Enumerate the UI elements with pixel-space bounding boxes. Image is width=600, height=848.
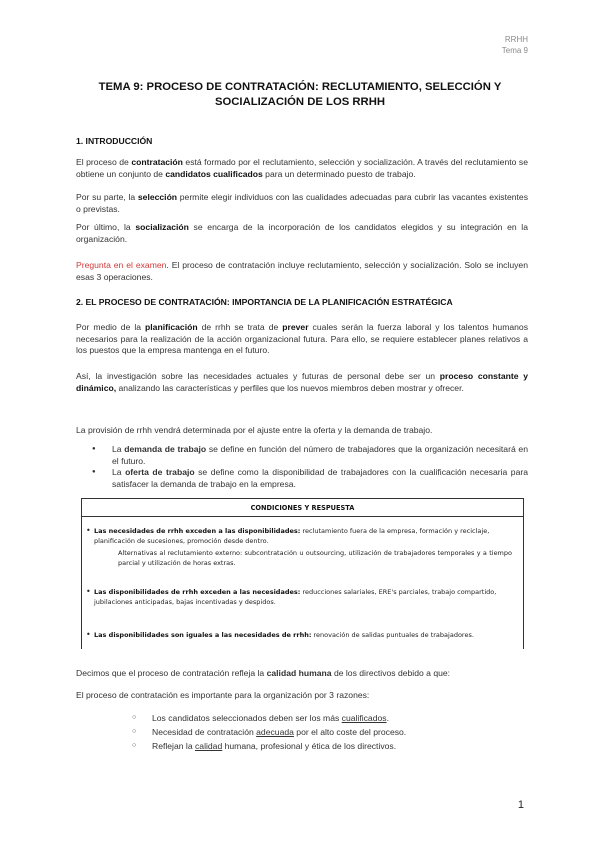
external-alternatives: Alternativas al reclutamiento externo: subcontratación u outsourcing, utilización de trabajadores temporales y a tiempo parcial y utilización de horas extras.: [118, 549, 512, 567]
process-paragraph-3: La provisión de rrhh vendrá determinada por el ajuste entre la oferta y la demanda de trabajo.: [76, 425, 433, 435]
page-number: 1: [517, 799, 524, 811]
condition-excess-needs: • Las necesidades de rrhh exceden a las disponibilidades: reclutamiento fuera de la empresa, formación y reciclaje, planificación de sucesiones, promoción desde dentro.: [86, 526, 490, 545]
title-line-1: TEMA 9: PROCESO DE CONTRATACIÓN: RECLUTAMIENTO, SELECCIÓN Y: [98, 81, 502, 93]
list-item: ● La oferta de trabajo se define como la disponibilidad de trabajadores con la cualificación necesaria para satisfacer la demanda de trabajo en la empresa.: [92, 467, 528, 490]
exam-note: Pregunta en el examen. El proceso de contratación incluye reclutamiento, selección y socialización. Solo se incluyen esas 3 operaciones.: [76, 260, 528, 282]
list-item: ○ Los candidatos seleccionados deben ser los más cualificados.: [132, 711, 512, 725]
intro-paragraph-2: Por su parte, la selección permite elegir individuos con las cualidades adecuadas para cubrir las vacantes existentes o previstas.: [76, 192, 528, 214]
title-line-2: SOCIALIZACIÓN DE LOS RRHH: [214, 96, 386, 108]
exam-label: Pregunta en el examen: [76, 260, 167, 270]
process-paragraph-1: Por medio de la planificación de rrhh se trata de prever cuales serán la fuerza laboral y los talentos humanos necesarios para la realización de la acción organizacional futura. Para ello, se requiere establecer planes relativos a los puestos que la empresa mantenga en el futuro.: [76, 322, 529, 356]
document-title: [60, 80, 540, 110]
header-subject: RRHH: [504, 35, 528, 44]
list-item: ○ Necesidad de contratación adecuada por el alto coste del proceso.: [132, 725, 512, 739]
section-heading-intro: 1. INTRODUCCIÓN: [76, 136, 153, 146]
bullet-icon: •: [86, 587, 91, 596]
conditions-table-image: [81, 498, 524, 649]
condition-excess-availability: • Las disponibilidades de rrhh exceden a las necesidades: reducciones salariales, ERE's parciales, trabajo compartido, jubilaciones anticipadas, bajas incentivadas y despidos.: [86, 587, 497, 606]
intro-paragraph-1: El proceso de contratación está formado por el reclutamiento, selección y socialización. A través del reclutamiento se obtiene un conjunto de candidatos cualificados para un determinado puesto de trabajo.: [76, 157, 528, 179]
quality-paragraph: Decimos que el proceso de contratación refleja la calidad humana de los directivos debido a que:: [76, 668, 451, 678]
section-heading-process: 2. EL PROCESO DE CONTRATACIÓN: IMPORTANCIA DE LA PLANIFICACIÓN ESTRATÉGICA: [76, 297, 453, 307]
condition-equal: • Las disponibilidades son iguales a las necesidades de rrhh: renovación de salidas puntuales de trabajadores.: [86, 630, 474, 639]
supply-demand-list: [92, 444, 528, 490]
page-header: [502, 34, 528, 56]
header-topic: Tema 9: [501, 46, 528, 55]
reasons-intro: El proceso de contratación es importante para la organización por 3 razones:: [76, 690, 370, 700]
process-paragraph-2: Así, la investigación sobre las necesidades actuales y futuras de personal debe ser un proceso constante y dinámico, analizando las características y perfiles que los nuevos miembros deben mostrar y ofrecer.: [76, 371, 528, 393]
intro-paragraph-3: Por último, la socialización se encarga de la incorporación de los candidatos elegidos y su integración en la organización.: [76, 222, 528, 244]
bullet-icon: •: [86, 526, 91, 535]
conditions-table-title: CONDICIONES Y RESPUESTA: [82, 499, 523, 517]
bullet-icon: •: [86, 630, 91, 639]
reasons-list: [132, 711, 512, 753]
list-item: ● La demanda de trabajo se define en función del número de trabajadores que la organización necesitará en el futuro.: [92, 444, 528, 467]
list-item: ○ Reflejan la calidad humana, profesional y ética de los directivos.: [132, 739, 512, 753]
